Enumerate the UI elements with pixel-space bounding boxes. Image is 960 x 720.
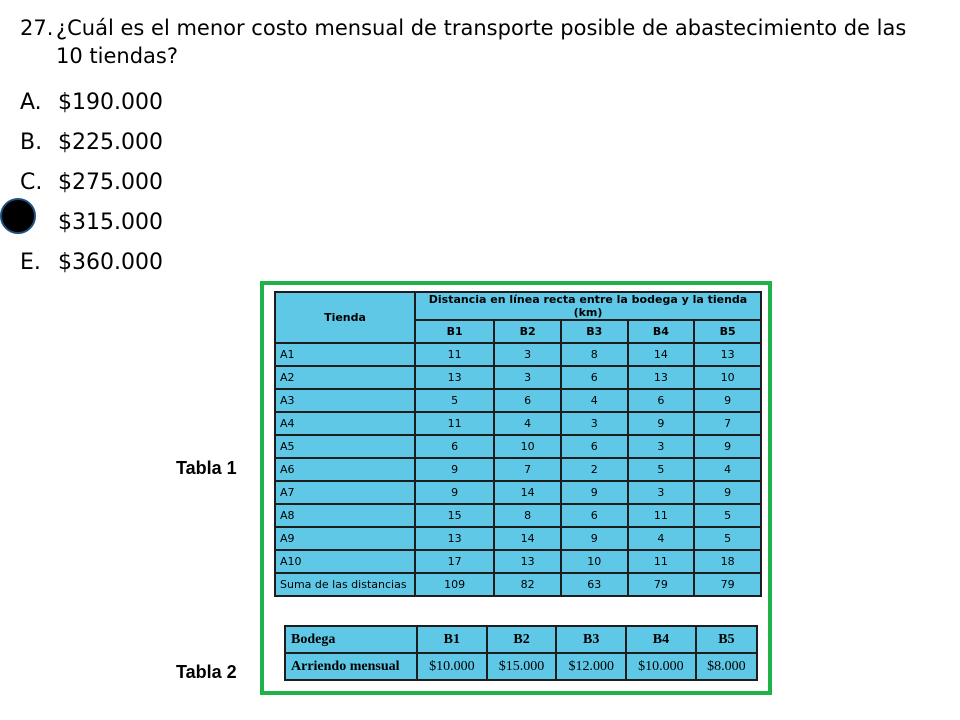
table-cell: 2 xyxy=(561,458,628,481)
column-header-b5: B5 xyxy=(694,320,761,343)
column-header-b1: B1 xyxy=(417,626,487,653)
table-cell: 13 xyxy=(415,366,494,389)
table-cell: 9 xyxy=(561,481,628,504)
table-cell: 8 xyxy=(494,504,561,527)
table-cell: 79 xyxy=(694,573,761,596)
tabla-1-label: Tabla 1 xyxy=(176,458,237,478)
column-header-b1: B1 xyxy=(415,320,494,343)
table-cell: 6 xyxy=(628,389,695,412)
option-letter: E. xyxy=(20,250,41,275)
option-value: $190.000 xyxy=(58,90,163,115)
selection-dot-icon[interactable] xyxy=(0,198,36,234)
column-header-b2: B2 xyxy=(487,626,557,653)
row-label: A6 xyxy=(275,458,415,481)
table-cell: 3 xyxy=(494,343,561,366)
question-number: 27. xyxy=(20,16,54,40)
row-label: A4 xyxy=(275,412,415,435)
table-cell: $10.000 xyxy=(417,653,487,680)
table-row xyxy=(285,653,757,680)
row-label: A2 xyxy=(275,366,415,389)
table-cell: 10 xyxy=(494,435,561,458)
table-cell: 14 xyxy=(494,481,561,504)
table-cell: 4 xyxy=(494,412,561,435)
table-cell: 9 xyxy=(694,389,761,412)
table-cell: 5 xyxy=(694,527,761,550)
option-value: $275.000 xyxy=(58,170,163,195)
table-cell: 14 xyxy=(494,527,561,550)
table-cell: $8.000 xyxy=(696,653,757,680)
column-header-b5: B5 xyxy=(696,626,757,653)
table-cell: $12.000 xyxy=(556,653,626,680)
table-cell: 7 xyxy=(494,458,561,481)
row-label: A1 xyxy=(275,343,415,366)
option-letter: C. xyxy=(20,170,43,195)
option-value: $225.000 xyxy=(58,130,163,155)
table-cell: 6 xyxy=(494,389,561,412)
column-header-b3: B3 xyxy=(556,626,626,653)
table-cell: 13 xyxy=(494,550,561,573)
row-label: Suma de las distancias xyxy=(275,573,415,596)
table-cell: 6 xyxy=(415,435,494,458)
table-cell: 8 xyxy=(561,343,628,366)
row-label: A9 xyxy=(275,527,415,550)
table-row xyxy=(275,389,761,412)
table-row xyxy=(275,366,761,389)
table-cell: 63 xyxy=(561,573,628,596)
tabla-2-label: Tabla 2 xyxy=(176,662,237,682)
table-cell: 11 xyxy=(415,343,494,366)
table-row xyxy=(275,573,761,596)
table-cell: 6 xyxy=(561,435,628,458)
table-cell: 6 xyxy=(561,366,628,389)
table-cell: 11 xyxy=(415,412,494,435)
row-label: A5 xyxy=(275,435,415,458)
table-cell: $10.000 xyxy=(626,653,696,680)
table-cell: 5 xyxy=(628,458,695,481)
table-row xyxy=(275,504,761,527)
rent-table xyxy=(284,625,758,681)
table-cell: 9 xyxy=(561,527,628,550)
header-bodega: Bodega xyxy=(285,626,417,653)
table-cell: 6 xyxy=(561,504,628,527)
table-cell: $15.000 xyxy=(487,653,557,680)
row-label: A7 xyxy=(275,481,415,504)
table-cell: 15 xyxy=(415,504,494,527)
table-row xyxy=(275,343,761,366)
table-cell: 9 xyxy=(415,458,494,481)
row-label: A8 xyxy=(275,504,415,527)
option-letter: A. xyxy=(20,90,42,115)
column-header-b4: B4 xyxy=(626,626,696,653)
option-value: $360.000 xyxy=(58,250,163,275)
table-row xyxy=(275,412,761,435)
column-header-b3: B3 xyxy=(561,320,628,343)
table-header-row xyxy=(275,292,761,320)
table-cell: 10 xyxy=(561,550,628,573)
row-label: A10 xyxy=(275,550,415,573)
header-tienda: Tienda xyxy=(275,292,415,343)
table-cell: 5 xyxy=(694,504,761,527)
table-cell: 18 xyxy=(694,550,761,573)
table-cell: 4 xyxy=(561,389,628,412)
table-row xyxy=(275,550,761,573)
column-header-b2: B2 xyxy=(494,320,561,343)
table-cell: 3 xyxy=(494,366,561,389)
table-cell: 5 xyxy=(415,389,494,412)
option-letter: B. xyxy=(20,130,43,155)
table-cell: 4 xyxy=(628,527,695,550)
table-cell: 9 xyxy=(628,412,695,435)
table-cell: 109 xyxy=(415,573,494,596)
table-cell: 10 xyxy=(694,366,761,389)
table-cell: 14 xyxy=(628,343,695,366)
option-value: $315.000 xyxy=(58,210,163,235)
table-cell: 13 xyxy=(694,343,761,366)
distance-table xyxy=(274,291,762,597)
table-row xyxy=(275,435,761,458)
table-header-row xyxy=(285,626,757,653)
column-header-b4: B4 xyxy=(628,320,695,343)
table-cell: 82 xyxy=(494,573,561,596)
table-cell: 4 xyxy=(694,458,761,481)
row-arriendo-label: Arriendo mensual xyxy=(285,653,417,680)
table-row xyxy=(275,527,761,550)
row-label: A3 xyxy=(275,389,415,412)
header-distancia: Distancia en línea recta entre la bodega y la tienda (km) xyxy=(415,292,761,320)
question-text: ¿Cuál es el menor costo mensual de transporte posible de abastecimiento de las 10 tiendas? xyxy=(56,16,907,68)
table-cell: 17 xyxy=(415,550,494,573)
table-row xyxy=(275,458,761,481)
table-cell: 11 xyxy=(628,504,695,527)
table-cell: 7 xyxy=(694,412,761,435)
table-cell: 3 xyxy=(628,481,695,504)
table-cell: 9 xyxy=(694,481,761,504)
table-cell: 9 xyxy=(415,481,494,504)
table-cell: 9 xyxy=(694,435,761,458)
table-cell: 3 xyxy=(628,435,695,458)
table-cell: 13 xyxy=(628,366,695,389)
table-row xyxy=(275,481,761,504)
table-cell: 3 xyxy=(561,412,628,435)
table-cell: 11 xyxy=(628,550,695,573)
table-cell: 13 xyxy=(415,527,494,550)
table-cell: 79 xyxy=(628,573,695,596)
